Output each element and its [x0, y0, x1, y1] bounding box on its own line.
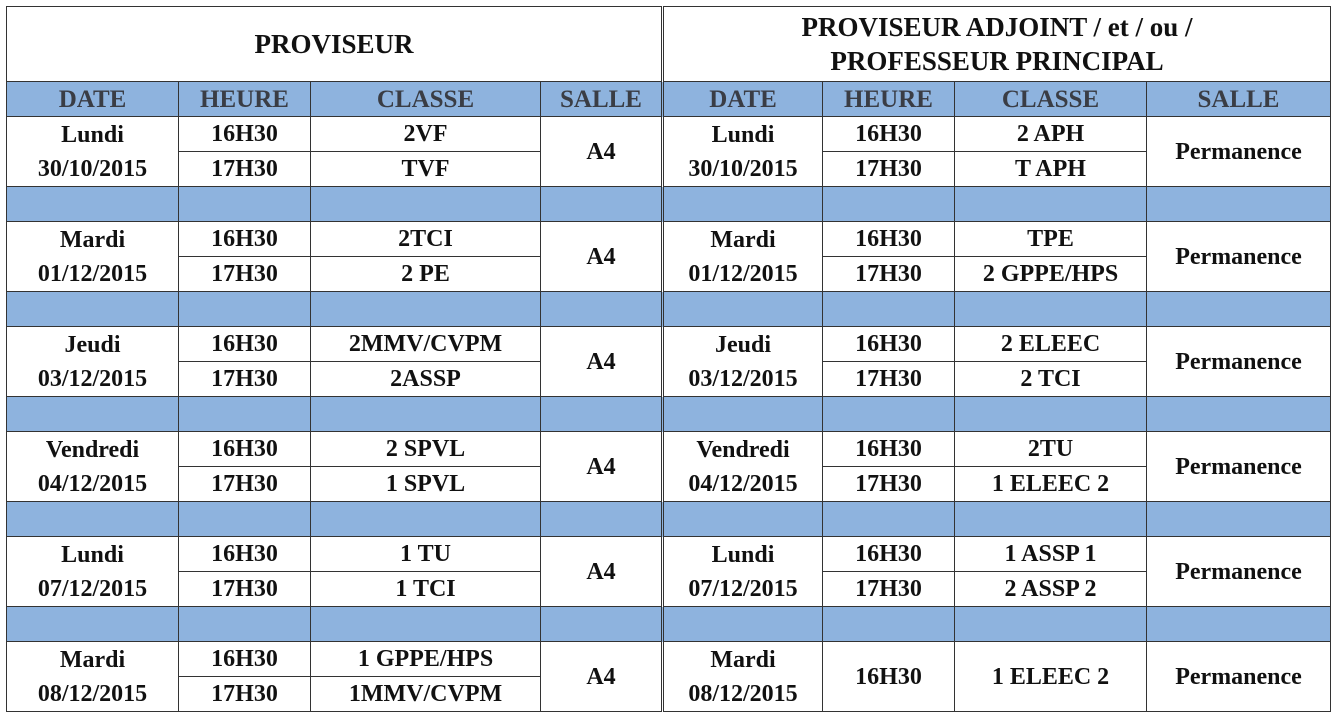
band-cell — [955, 607, 1147, 642]
date-label: 04/12/2015 — [37, 470, 148, 497]
separator-band — [7, 397, 1331, 432]
band-cell — [1147, 292, 1331, 327]
date-cell — [663, 222, 823, 292]
separator-band — [7, 502, 1331, 537]
band-cell — [663, 187, 823, 222]
classe-cell: 2TU — [955, 432, 1147, 467]
heure-cell: 16H30 — [179, 537, 311, 572]
date-cell — [663, 642, 823, 712]
classe-cell: 1 SPVL — [311, 467, 541, 502]
classe-cell: TVF — [311, 152, 541, 187]
col-classe-left: CLASSE — [311, 82, 541, 117]
salle-cell: A4 — [541, 117, 663, 187]
band-cell — [541, 502, 663, 537]
heure-cell: 17H30 — [823, 257, 955, 292]
salle-cell: A4 — [541, 222, 663, 292]
schedule-row — [7, 327, 1331, 362]
heure-cell: 17H30 — [179, 467, 311, 502]
separator-band — [7, 187, 1331, 222]
day-label: Mardi — [59, 226, 126, 253]
day-label: Mardi — [710, 226, 776, 253]
date-cell — [7, 327, 179, 397]
day-label: Vendredi — [45, 436, 140, 463]
col-date-left: DATE — [7, 82, 179, 117]
date-label: 30/10/2015 — [37, 155, 148, 182]
heure-cell: 17H30 — [823, 152, 955, 187]
salle-cell: Permanence — [1147, 642, 1331, 712]
band-cell — [823, 607, 955, 642]
separator-band — [7, 607, 1331, 642]
band-cell — [7, 397, 179, 432]
schedule-table — [6, 6, 1331, 712]
classe-cell: 2 SPVL — [311, 432, 541, 467]
band-cell — [7, 292, 179, 327]
proviseur-title: PROVISEUR — [7, 7, 663, 82]
schedule-row — [7, 222, 1331, 257]
band-cell — [541, 607, 663, 642]
heure-cell: 16H30 — [179, 117, 311, 152]
date-label: 08/12/2015 — [688, 680, 798, 707]
band-cell — [1147, 607, 1331, 642]
heure-cell: 16H30 — [179, 327, 311, 362]
band-cell — [823, 502, 955, 537]
band-cell — [541, 187, 663, 222]
heure-cell: 16H30 — [179, 432, 311, 467]
schedule-row — [7, 432, 1331, 467]
classe-cell: 2 ASSP 2 — [955, 572, 1147, 607]
salle-cell: Permanence — [1147, 222, 1331, 292]
date-label: 30/10/2015 — [688, 155, 798, 182]
band-cell — [311, 502, 541, 537]
band-cell — [663, 607, 823, 642]
salle-cell: A4 — [541, 642, 663, 712]
day-label: Lundi — [711, 121, 775, 148]
band-cell — [541, 292, 663, 327]
date-label: 03/12/2015 — [688, 365, 798, 392]
band-cell — [823, 397, 955, 432]
column-header-row — [7, 82, 1331, 117]
heure-cell: 17H30 — [179, 572, 311, 607]
band-cell — [179, 502, 311, 537]
classe-cell: 2 ELEEC — [955, 327, 1147, 362]
heure-cell: 17H30 — [823, 572, 955, 607]
band-cell — [1147, 502, 1331, 537]
salle-cell: A4 — [541, 537, 663, 607]
band-cell — [179, 292, 311, 327]
heure-cell: 16H30 — [179, 642, 311, 677]
col-salle-left: SALLE — [541, 82, 663, 117]
classe-cell: 2 PE — [311, 257, 541, 292]
day-label: Jeudi — [714, 331, 771, 358]
classe-cell: 1 GPPE/HPS — [311, 642, 541, 677]
day-label: Vendredi — [696, 436, 790, 463]
adjoint-title — [663, 7, 1331, 82]
date-cell — [663, 327, 823, 397]
band-cell — [541, 397, 663, 432]
col-classe-right: CLASSE — [955, 82, 1147, 117]
band-cell — [311, 397, 541, 432]
classe-cell: 2MMV/CVPM — [311, 327, 541, 362]
band-cell — [311, 607, 541, 642]
band-cell — [311, 187, 541, 222]
salle-cell: A4 — [541, 432, 663, 502]
salle-cell: A4 — [541, 327, 663, 397]
band-cell — [955, 187, 1147, 222]
date-cell — [663, 432, 823, 502]
band-cell — [663, 502, 823, 537]
band-cell — [955, 502, 1147, 537]
band-cell — [663, 397, 823, 432]
date-cell — [7, 222, 179, 292]
band-cell — [7, 607, 179, 642]
classe-cell: 1 ASSP 1 — [955, 537, 1147, 572]
date-cell — [7, 432, 179, 502]
heure-cell: 17H30 — [823, 467, 955, 502]
day-label: Lundi — [711, 541, 775, 568]
col-heure-left: HEURE — [179, 82, 311, 117]
classe-cell: 1 TCI — [311, 572, 541, 607]
heure-cell: 17H30 — [823, 362, 955, 397]
date-label: 04/12/2015 — [688, 470, 798, 497]
date-cell — [663, 537, 823, 607]
heure-cell: 17H30 — [179, 152, 311, 187]
date-cell — [7, 537, 179, 607]
date-label: 01/12/2015 — [37, 260, 148, 287]
band-cell — [955, 397, 1147, 432]
date-label: 08/12/2015 — [37, 680, 148, 707]
heure-cell: 17H30 — [179, 677, 311, 712]
heure-cell: 16H30 — [823, 432, 955, 467]
heure-cell: 16H30 — [823, 642, 955, 712]
date-cell — [7, 642, 179, 712]
salle-cell: Permanence — [1147, 432, 1331, 502]
schedule-row — [7, 642, 1331, 677]
classe-cell: 2 APH — [955, 117, 1147, 152]
band-cell — [823, 292, 955, 327]
band-cell — [179, 397, 311, 432]
date-label: 01/12/2015 — [688, 260, 798, 287]
band-cell — [7, 187, 179, 222]
heure-cell: 16H30 — [179, 222, 311, 257]
classe-cell: 2 TCI — [955, 362, 1147, 397]
schedule-row — [7, 117, 1331, 152]
band-cell — [311, 292, 541, 327]
date-label: 07/12/2015 — [688, 575, 798, 602]
classe-cell: 1 ELEEC 2 — [955, 467, 1147, 502]
heure-cell: 17H30 — [179, 362, 311, 397]
classe-cell: 2ASSP — [311, 362, 541, 397]
day-label: Mardi — [59, 646, 126, 673]
band-cell — [1147, 187, 1331, 222]
adjoint-title-line2: PROFESSEUR PRINCIPAL — [830, 46, 1164, 76]
band-cell — [823, 187, 955, 222]
day-label: Jeudi — [64, 331, 121, 358]
band-cell — [663, 292, 823, 327]
band-cell — [179, 187, 311, 222]
col-salle-right: SALLE — [1147, 82, 1331, 117]
classe-cell: T APH — [955, 152, 1147, 187]
schedule-body — [7, 117, 1331, 712]
schedule-row — [7, 537, 1331, 572]
classe-cell: TPE — [955, 222, 1147, 257]
salle-cell: Permanence — [1147, 117, 1331, 187]
date-cell — [7, 117, 179, 187]
separator-band — [7, 292, 1331, 327]
day-label: Mardi — [710, 646, 776, 673]
adjoint-title-line1: PROVISEUR ADJOINT / et / ou / — [801, 12, 1193, 42]
col-heure-right: HEURE — [823, 82, 955, 117]
heure-cell: 17H30 — [179, 257, 311, 292]
heure-cell: 16H30 — [823, 222, 955, 257]
day-label: Lundi — [61, 121, 124, 148]
salle-cell: Permanence — [1147, 537, 1331, 607]
date-cell — [663, 117, 823, 187]
date-label: 03/12/2015 — [37, 365, 148, 392]
classe-cell: 2TCI — [311, 222, 541, 257]
date-label: 07/12/2015 — [37, 575, 148, 602]
salle-cell: Permanence — [1147, 327, 1331, 397]
classe-cell: 2 GPPE/HPS — [955, 257, 1147, 292]
band-cell — [955, 292, 1147, 327]
band-cell — [7, 502, 179, 537]
day-label: Lundi — [61, 541, 124, 568]
classe-cell: 1 TU — [311, 537, 541, 572]
classe-cell: 2VF — [311, 117, 541, 152]
band-cell — [179, 607, 311, 642]
classe-cell: 1MMV/CVPM — [311, 677, 541, 712]
heure-cell: 16H30 — [823, 327, 955, 362]
heure-cell: 16H30 — [823, 537, 955, 572]
col-date-right: DATE — [663, 82, 823, 117]
classe-cell: 1 ELEEC 2 — [955, 642, 1147, 712]
heure-cell: 16H30 — [823, 117, 955, 152]
band-cell — [1147, 397, 1331, 432]
